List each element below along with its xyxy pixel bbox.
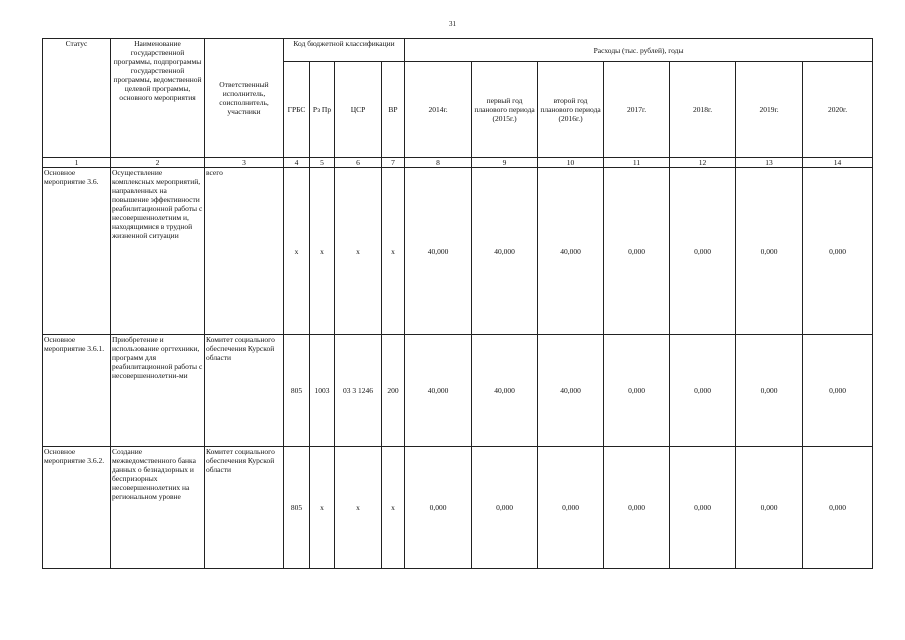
budget-table — [42, 38, 873, 569]
row-value-2014: 40,000 — [405, 335, 472, 447]
row-responsible: Комитет социального обеспечения Курской области — [205, 447, 284, 569]
row-value-2019: 0,000 — [736, 168, 803, 335]
row-csr: х — [335, 447, 382, 569]
row-value-2016: 0,000 — [538, 447, 604, 569]
row-value-2014: 40,000 — [405, 168, 472, 335]
column-number: 4 — [284, 158, 310, 168]
row-responsible: всего — [205, 168, 284, 335]
header-year-2016: второй год планового периода (2016г.) — [538, 62, 604, 158]
row-value-2016: 40,000 — [538, 335, 604, 447]
row-value-2017: 0,000 — [604, 335, 670, 447]
row-status: Основное мероприятие 3.6.2. — [43, 447, 111, 569]
row-grbs: 805 — [284, 447, 310, 569]
column-number: 6 — [335, 158, 382, 168]
row-grbs: 805 — [284, 335, 310, 447]
header-expenses: Расходы (тыс. рублей), годы — [405, 39, 873, 62]
row-value-2020: 0,000 — [803, 168, 873, 335]
header-budget-code: Код бюджетной классификации — [284, 39, 405, 62]
header-row-1 — [43, 39, 873, 62]
header-grbs: ГРБС — [284, 62, 310, 158]
row-csr: х — [335, 168, 382, 335]
row-name: Приобретение и использование оргтехники, программ для реабилитационной работы с несовершеннолетни-ми — [111, 335, 205, 447]
row-value-2018: 0,000 — [670, 335, 736, 447]
row-rzpr: х — [310, 168, 335, 335]
column-number: 10 — [538, 158, 604, 168]
header-rzpr: Рз Пр — [310, 62, 335, 158]
row-value-2019: 0,000 — [736, 335, 803, 447]
row-vr: х — [382, 447, 405, 569]
header-vr: ВР — [382, 62, 405, 158]
table-row — [43, 168, 873, 335]
header-year-2020: 2020г. — [803, 62, 873, 158]
column-number: 13 — [736, 158, 803, 168]
row-name: Осуществление комплексных мероприятий, направленных на повышение эффективности реабилитационной работы с несовершеннолетним и, находящимися в трудной жизненной ситуации — [111, 168, 205, 335]
row-value-2014: 0,000 — [405, 447, 472, 569]
table-row — [43, 335, 873, 447]
row-responsible: Комитет социального обеспечения Курской области — [205, 335, 284, 447]
column-number: 7 — [382, 158, 405, 168]
row-vr: 200 — [382, 335, 405, 447]
row-status: Основное мероприятие 3.6. — [43, 168, 111, 335]
column-number: 3 — [205, 158, 284, 168]
row-grbs: х — [284, 168, 310, 335]
column-number: 12 — [670, 158, 736, 168]
row-status: Основное мероприятие 3.6.1. — [43, 335, 111, 447]
header-year-2014: 2014г. — [405, 62, 472, 158]
header-year-2017: 2017г. — [604, 62, 670, 158]
header-year-2015: первый год планового периода (2015г.) — [472, 62, 538, 158]
row-vr: х — [382, 168, 405, 335]
row-rzpr: 1003 — [310, 335, 335, 447]
table-row — [43, 447, 873, 569]
row-csr: 03 3 1246 — [335, 335, 382, 447]
row-value-2018: 0,000 — [670, 447, 736, 569]
header-year-2018: 2018г. — [670, 62, 736, 158]
row-value-2015: 40,000 — [472, 168, 538, 335]
column-number: 14 — [803, 158, 873, 168]
column-number: 11 — [604, 158, 670, 168]
row-rzpr: х — [310, 447, 335, 569]
row-value-2017: 0,000 — [604, 447, 670, 569]
header-year-2019: 2019г. — [736, 62, 803, 158]
row-value-2019: 0,000 — [736, 447, 803, 569]
header-name: Наименование государственной программы, подпрограммы государственной программы, ведомственной целевой программы, основного мероприятия — [111, 39, 205, 158]
header-status: Статус — [43, 39, 111, 158]
header-responsible: Ответственный исполнитель, соисполнитель, участники — [205, 39, 284, 158]
row-value-2015: 0,000 — [472, 447, 538, 569]
row-value-2017: 0,000 — [604, 168, 670, 335]
column-number: 2 — [111, 158, 205, 168]
column-number: 9 — [472, 158, 538, 168]
row-name: Создание межведомственного банка данных о безнадзорных и беспризорных несовершеннолетних на региональном уровне — [111, 447, 205, 569]
row-value-2020: 0,000 — [803, 447, 873, 569]
column-number: 1 — [43, 158, 111, 168]
row-value-2015: 40,000 — [472, 335, 538, 447]
column-number: 5 — [310, 158, 335, 168]
row-value-2016: 40,000 — [538, 168, 604, 335]
row-value-2020: 0,000 — [803, 335, 873, 447]
header-csr: ЦСР — [335, 62, 382, 158]
column-number-row — [43, 158, 873, 168]
row-value-2018: 0,000 — [670, 168, 736, 335]
page-number: 31 — [449, 20, 456, 28]
column-number: 8 — [405, 158, 472, 168]
